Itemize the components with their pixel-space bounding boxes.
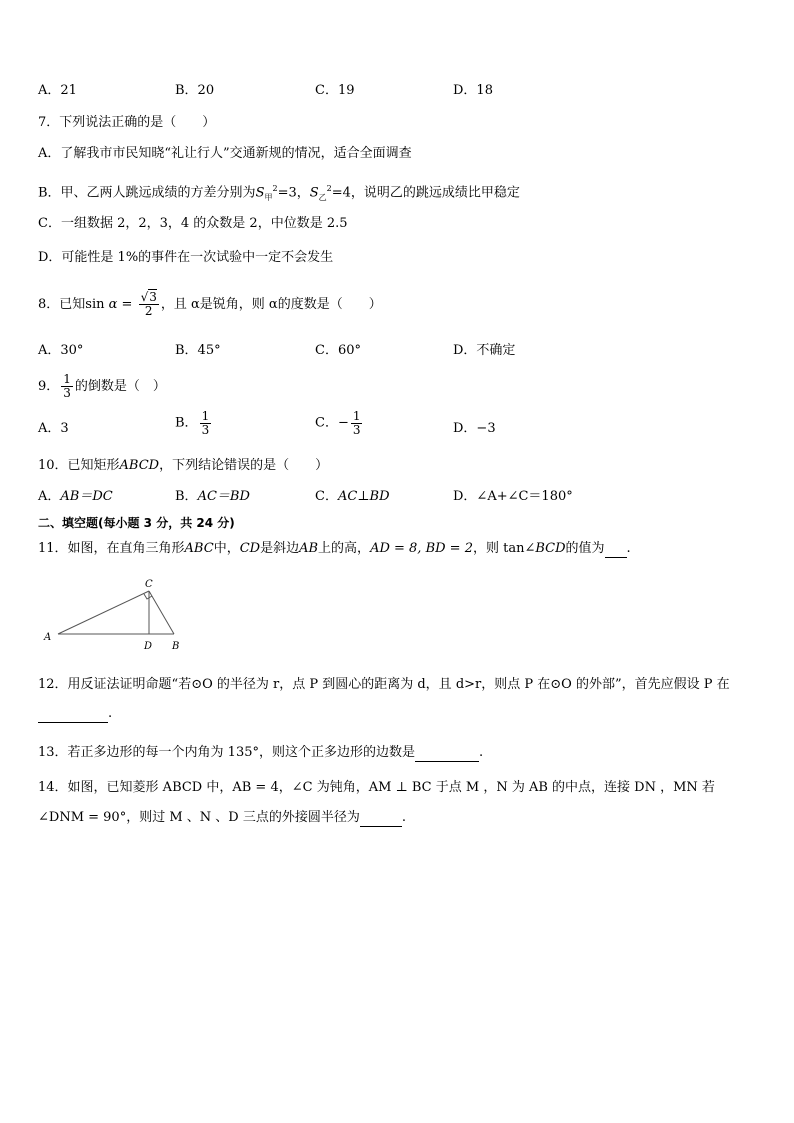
q10-b-expr: AC＝BD <box>197 489 250 504</box>
q13-pre: 13．若正多边形的每一个内角为 135°，则这个正多边形的边数是 <box>38 745 415 760</box>
q7-b-mid: =3， <box>277 185 310 201</box>
q7-b-s1-sub: 甲 <box>264 192 273 202</box>
q13-answer-blank[interactable] <box>415 747 479 762</box>
q9-b-fraction <box>200 410 212 436</box>
q6-option-c: C．19 <box>315 83 355 98</box>
q8-sin: sin <box>85 297 105 312</box>
q8-option-a: A．30° <box>38 343 84 358</box>
q9-c-pre: C．− <box>315 415 349 431</box>
q9-b-pre: B． <box>175 415 198 431</box>
q10-a-pre: A． <box>38 489 61 504</box>
q8-sqrt-sign: √ <box>140 290 149 305</box>
q7-b-pre: B．甲、乙两人跳远成绩的方差分别为 <box>38 185 256 201</box>
q8-stem <box>38 287 382 323</box>
q11-mid4: ，则 tan <box>472 541 525 556</box>
q10-option-b <box>175 488 250 506</box>
q8-option-c: C．60° <box>315 343 361 358</box>
q11-cd: CD <box>239 541 261 556</box>
q11-mid1: 中， <box>213 541 240 556</box>
q8-stem-pre: 8．已知 <box>38 297 86 312</box>
q11-angle: ∠BCD <box>524 541 566 556</box>
q9-option-a: A．3 <box>38 421 69 436</box>
q6-option-a: A．21 <box>38 83 77 98</box>
q10-options <box>38 488 738 506</box>
q7-b-s1: S <box>255 185 265 201</box>
q14-line2-pre: ∠DNM = 90°，则过 M 、N 、D 三点的外接圆半径为 <box>38 810 360 825</box>
q14-stem: 14．如图，已知菱形 ABCD 中，AB = 4，∠C 为钝角，AM ⊥ BC 于点 M ，N 为 AB 的中点，连接 DN ，MN 若 <box>38 780 715 795</box>
q13-end: . <box>479 745 484 760</box>
q7-b-s1-sup: 2 <box>272 184 278 193</box>
q10-abcd: ABCD <box>119 458 160 473</box>
q9-num: 1 <box>63 372 71 387</box>
q10-option-c <box>315 488 390 506</box>
q9-b-num: 1 <box>201 409 210 423</box>
q11-answer-blank[interactable] <box>605 543 627 558</box>
q9-fraction <box>61 373 73 399</box>
q10-stem <box>38 457 328 475</box>
q10-b-pre: B． <box>175 489 198 504</box>
q9-c-fraction <box>351 410 363 436</box>
q11-ab: AB <box>299 541 319 556</box>
q12-answer-blank[interactable] <box>38 708 108 723</box>
q9-stem-post: 的倒数是（ ） <box>74 379 166 394</box>
q7-b-s2-sup: 2 <box>326 184 332 193</box>
q14-stem-line2 <box>38 809 406 827</box>
fig-side-bc <box>149 591 174 634</box>
q11-figure <box>38 575 188 655</box>
q9-option-d: D．−3 <box>453 421 496 436</box>
q9-option-b <box>175 410 213 436</box>
q11-stem <box>38 540 631 558</box>
q9-c-num: 1 <box>352 409 361 423</box>
q8-alpha: α <box>108 297 118 312</box>
q7-b-s2: S <box>309 185 319 201</box>
q12-stem: 12．用反证法证明命题“若⊙O 的半径为 r，点 P 到圆心的距离为 d，且 d>r，则点 P 在⊙O 的外部”，首先应假设 P 在 <box>38 677 730 692</box>
q11-pre: 11．如图，在直角三角形 <box>38 541 185 556</box>
q8-fraction <box>139 291 159 317</box>
q9-options <box>38 410 738 450</box>
q13-stem <box>38 744 483 762</box>
q7-option-a: A．了解我市市民知晓“礼让行人”交通新规的情况，适合全面调查 <box>38 146 412 161</box>
q6-option-d: D．18 <box>453 83 493 98</box>
q8-den: 2 <box>144 304 153 318</box>
q11-condition: AD = 8, BD = 2 <box>370 541 473 556</box>
q6-options <box>38 82 738 100</box>
section-heading: 二、填空题(每小题 3 分，共 24 分) <box>38 516 235 530</box>
q12-answer-line <box>38 705 112 723</box>
q11-mid2: 是斜边 <box>260 541 300 556</box>
q10-c-expr: AC⊥BD <box>337 489 390 504</box>
q12-end: . <box>108 706 113 721</box>
fig-label-d: D <box>144 641 153 652</box>
q10-option-a <box>38 488 113 506</box>
q8-option-d: D．不确定 <box>453 343 516 358</box>
q11-post: 的值为 <box>565 541 605 556</box>
q8-options <box>38 342 738 360</box>
q7-option-c: C．一组数据 2，2，3，4 的众数是 2，中位数是 2.5 <box>38 216 348 231</box>
q10-stem-pre: 10．已知矩形 <box>38 458 120 473</box>
q14-end: . <box>401 810 406 825</box>
q11-end: . <box>626 541 631 556</box>
q9-den: 3 <box>63 386 71 400</box>
q11-mid3: 上的高， <box>318 541 371 556</box>
fig-label-b: B <box>172 641 180 652</box>
q14-answer-blank[interactable] <box>360 812 402 827</box>
q9-option-c <box>315 410 364 436</box>
q8-eq: = <box>121 297 133 312</box>
q11-abc: ABC <box>184 541 214 556</box>
q9-stem-pre: 9． <box>38 379 60 394</box>
q7-option-d: D．可能性是 1%的事件在一次试验中一定不会发生 <box>38 250 334 265</box>
q8-num: 3 <box>149 290 157 305</box>
q7-stem: 7．下列说法正确的是（ ） <box>38 115 216 130</box>
q10-stem-post: ，下列结论错误的是（ ） <box>159 458 329 473</box>
fig-side-ac <box>58 591 149 634</box>
q7-b-s2-sub: 乙 <box>318 192 327 202</box>
q8-option-b: B．45° <box>175 343 221 358</box>
q10-option-d: D．∠A+∠C＝180° <box>453 489 573 504</box>
q9-b-den: 3 <box>201 422 210 437</box>
q9-stem <box>38 368 166 406</box>
q7-b-post: =4，说明乙的跳远成绩比甲稳定 <box>331 185 520 201</box>
q7-option-b <box>38 180 520 207</box>
q9-c-den: 3 <box>352 422 361 437</box>
q6-option-b: B．20 <box>175 83 215 98</box>
q8-stem-post: ，且 α是锐角，则 α的度数是（ ） <box>160 297 382 312</box>
fig-label-a: A <box>44 632 52 643</box>
q10-c-pre: C． <box>315 489 338 504</box>
fig-label-c: C <box>145 579 153 590</box>
q10-a-expr: AB＝DC <box>60 489 113 504</box>
